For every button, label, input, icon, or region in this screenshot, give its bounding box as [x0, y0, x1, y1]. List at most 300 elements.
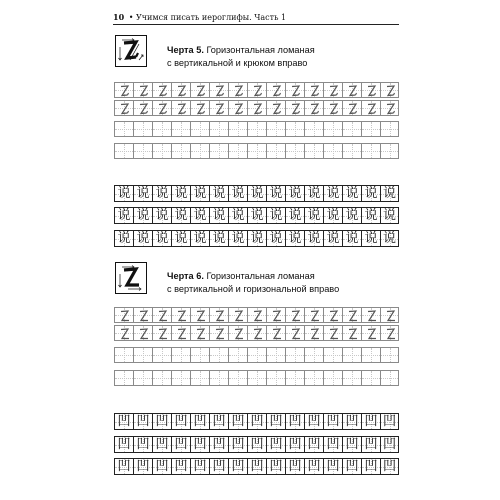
practice-cell[interactable]	[304, 347, 323, 363]
stroke-6-trace-glyph	[248, 308, 267, 324]
practice-character: 说	[136, 186, 150, 201]
stroke-5-trace-glyph	[305, 83, 324, 99]
stroke-5-title	[167, 44, 315, 70]
practice-character: 凹	[231, 459, 245, 474]
practice-cell[interactable]	[228, 347, 247, 363]
practice-character: 说	[364, 208, 378, 223]
practice-character: 说	[326, 208, 340, 223]
char-cell	[171, 413, 190, 430]
practice-character: 凹	[117, 459, 131, 474]
stroke-5-practice-row-2[interactable]	[114, 143, 399, 159]
practice-cell[interactable]	[114, 143, 133, 159]
practice-character: 说	[174, 208, 188, 223]
char-cell	[380, 413, 399, 430]
char-cell	[247, 436, 266, 453]
char-cell	[228, 413, 247, 430]
char-cell	[114, 207, 133, 224]
practice-cell[interactable]	[228, 143, 247, 159]
char-cell	[133, 230, 152, 247]
char-cell	[304, 185, 323, 202]
practice-character: 凹	[174, 459, 188, 474]
stroke-5-trace-glyph	[248, 101, 267, 117]
char-cell	[247, 458, 266, 475]
stroke-5-trace-glyph	[229, 83, 248, 99]
trace-cell	[114, 100, 133, 116]
stroke-5-trace-glyph	[191, 101, 210, 117]
practice-character: 凹	[136, 437, 150, 452]
char-cell	[285, 458, 304, 475]
char-cell	[323, 436, 342, 453]
practice-character: 说	[382, 208, 396, 223]
char-cell	[247, 207, 266, 224]
practice-cell[interactable]	[152, 347, 171, 363]
practice-character: 凹	[307, 414, 321, 429]
trace-cell	[285, 307, 304, 323]
char-cell	[171, 458, 190, 475]
char-cell	[342, 185, 361, 202]
stroke-6-name-line1: Горизонтальная ломаная	[203, 271, 315, 281]
char-cell	[285, 230, 304, 247]
practice-character: 说	[345, 186, 359, 201]
practice-character: 凹	[326, 437, 340, 452]
stroke-6-practice-row-2[interactable]	[114, 370, 399, 386]
practice-cell[interactable]	[247, 347, 266, 363]
stroke-6-trace-row-2	[114, 325, 399, 341]
practice-cell[interactable]	[285, 347, 304, 363]
trace-cell	[190, 325, 209, 341]
trace-cell	[361, 307, 380, 323]
practice-cell[interactable]	[266, 143, 285, 159]
practice-character: 说	[307, 186, 321, 201]
trace-cell	[304, 325, 323, 341]
stroke-5-trace-glyph	[305, 101, 324, 117]
char-cell	[323, 413, 342, 430]
stroke-6-trace-glyph	[343, 326, 362, 342]
practice-character: 凹	[250, 414, 264, 429]
practice-cell[interactable]	[361, 143, 380, 159]
trace-cell	[114, 307, 133, 323]
practice-character: 凹	[269, 414, 283, 429]
stroke-6-trace-glyph	[324, 326, 343, 342]
stroke-5-trace-glyph	[172, 101, 191, 117]
char-cell	[228, 458, 247, 475]
char-cell	[114, 413, 133, 430]
char-cell	[380, 436, 399, 453]
trace-cell	[152, 100, 171, 116]
char-cell	[190, 230, 209, 247]
trace-cell	[171, 307, 190, 323]
stroke-6-trace-glyph	[343, 308, 362, 324]
trace-cell	[304, 100, 323, 116]
practice-character: 说	[288, 208, 302, 223]
stroke-5-trace-glyph	[324, 101, 343, 117]
char-cell	[209, 230, 228, 247]
practice-cell[interactable]	[133, 121, 152, 137]
practice-cell[interactable]	[171, 143, 190, 159]
char-cell	[304, 436, 323, 453]
practice-character: 凹	[155, 414, 169, 429]
practice-cell[interactable]	[323, 121, 342, 137]
char-cell	[228, 185, 247, 202]
practice-character: 凹	[345, 459, 359, 474]
practice-cell[interactable]	[361, 121, 380, 137]
trace-cell	[209, 325, 228, 341]
stroke-6-trace-glyph	[134, 326, 153, 342]
trace-cell	[152, 325, 171, 341]
practice-cell[interactable]	[380, 347, 399, 363]
trace-cell	[114, 82, 133, 98]
stroke-5-icon	[116, 36, 145, 65]
header-separator: •	[128, 13, 134, 22]
practice-character: 凹	[231, 437, 245, 452]
stroke-6-trace-glyph	[172, 308, 191, 324]
practice-cell[interactable]	[152, 370, 171, 386]
char-cell	[209, 207, 228, 224]
trace-cell	[114, 325, 133, 341]
char-cell	[152, 436, 171, 453]
trace-cell	[342, 100, 361, 116]
stroke-5-trace-row-2	[114, 100, 399, 116]
trace-cell	[323, 307, 342, 323]
practice-cell[interactable]	[342, 347, 361, 363]
practice-cell[interactable]	[171, 347, 190, 363]
practice-cell[interactable]	[247, 143, 266, 159]
practice-character: 凹	[326, 459, 340, 474]
char-cell	[342, 207, 361, 224]
char-cell	[361, 413, 380, 430]
stroke-5-trace-glyph	[229, 101, 248, 117]
practice-character: 说	[136, 208, 150, 223]
stroke-6-trace-glyph	[210, 326, 229, 342]
char-6-row-1	[114, 413, 399, 430]
practice-character: 说	[231, 186, 245, 201]
char-cell	[209, 458, 228, 475]
practice-character: 凹	[136, 414, 150, 429]
practice-cell[interactable]	[323, 370, 342, 386]
practice-cell[interactable]	[209, 370, 228, 386]
practice-character: 凹	[250, 437, 264, 452]
stroke-5-practice-row-1[interactable]	[114, 121, 399, 137]
practice-character: 说	[364, 186, 378, 201]
practice-cell[interactable]	[228, 370, 247, 386]
practice-cell[interactable]	[171, 370, 190, 386]
practice-cell[interactable]	[285, 370, 304, 386]
trace-cell	[133, 307, 152, 323]
practice-character: 说	[174, 231, 188, 246]
practice-cell[interactable]	[209, 143, 228, 159]
char-cell	[323, 185, 342, 202]
practice-character: 说	[212, 208, 226, 223]
practice-character: 说	[364, 231, 378, 246]
char-cell	[266, 207, 285, 224]
char-cell	[152, 207, 171, 224]
char-cell	[323, 458, 342, 475]
practice-character: 凹	[382, 414, 396, 429]
practice-cell[interactable]	[304, 370, 323, 386]
stroke-5-number: Черта 5.	[167, 45, 204, 55]
stroke-6-trace-glyph	[172, 326, 191, 342]
practice-character: 说	[382, 231, 396, 246]
practice-character: 凹	[193, 437, 207, 452]
stroke-5-trace-glyph	[286, 101, 305, 117]
practice-cell[interactable]	[266, 370, 285, 386]
practice-character: 说	[307, 208, 321, 223]
practice-character: 说	[117, 208, 131, 223]
practice-cell[interactable]	[380, 143, 399, 159]
page-header	[113, 12, 286, 22]
practice-cell[interactable]	[361, 347, 380, 363]
trace-cell	[228, 325, 247, 341]
practice-cell[interactable]	[361, 370, 380, 386]
char-cell	[228, 207, 247, 224]
char-cell	[342, 436, 361, 453]
trace-cell	[152, 307, 171, 323]
char-cell	[152, 185, 171, 202]
practice-cell[interactable]	[266, 347, 285, 363]
practice-character: 说	[288, 231, 302, 246]
trace-cell	[209, 307, 228, 323]
practice-cell[interactable]	[152, 121, 171, 137]
practice-cell[interactable]	[342, 121, 361, 137]
practice-character: 凹	[288, 459, 302, 474]
practice-character: 凹	[117, 414, 131, 429]
char-5-row-2	[114, 207, 399, 224]
trace-cell	[323, 100, 342, 116]
stroke-5-diagram	[115, 35, 147, 67]
practice-cell[interactable]	[247, 121, 266, 137]
char-cell	[247, 185, 266, 202]
practice-cell[interactable]	[380, 121, 399, 137]
stroke-6-trace-glyph	[191, 308, 210, 324]
stroke-5-trace-glyph	[324, 83, 343, 99]
stroke-5-trace-glyph	[381, 83, 400, 99]
trace-cell	[361, 325, 380, 341]
practice-cell[interactable]	[304, 121, 323, 137]
practice-cell[interactable]	[133, 143, 152, 159]
trace-cell	[380, 100, 399, 116]
char-cell	[247, 230, 266, 247]
practice-character: 凹	[326, 414, 340, 429]
trace-cell	[247, 82, 266, 98]
practice-character: 说	[345, 208, 359, 223]
char-cell	[133, 458, 152, 475]
stroke-5-trace-glyph	[343, 101, 362, 117]
practice-cell[interactable]	[285, 121, 304, 137]
practice-character: 说	[193, 208, 207, 223]
stroke-6-trace-glyph	[248, 326, 267, 342]
practice-cell[interactable]	[133, 347, 152, 363]
char-cell	[266, 436, 285, 453]
char-cell	[380, 458, 399, 475]
char-cell	[171, 185, 190, 202]
stroke-5-trace-glyph	[134, 101, 153, 117]
practice-character: 说	[136, 231, 150, 246]
practice-character: 说	[117, 231, 131, 246]
practice-character: 凹	[269, 437, 283, 452]
stroke-5-trace-glyph	[210, 101, 229, 117]
char-cell	[285, 436, 304, 453]
char-cell	[266, 185, 285, 202]
practice-character: 凹	[288, 437, 302, 452]
practice-character: 凹	[364, 437, 378, 452]
char-cell	[361, 436, 380, 453]
practice-cell[interactable]	[342, 370, 361, 386]
trace-cell	[209, 100, 228, 116]
stroke-6-practice-row-1[interactable]	[114, 347, 399, 363]
practice-character: 凹	[155, 437, 169, 452]
char-cell	[285, 413, 304, 430]
char-cell	[133, 413, 152, 430]
char-cell	[304, 458, 323, 475]
practice-cell[interactable]	[247, 370, 266, 386]
char-cell	[342, 413, 361, 430]
practice-cell[interactable]	[114, 347, 133, 363]
practice-character: 说	[250, 231, 264, 246]
stroke-6-trace-glyph	[381, 308, 400, 324]
stroke-6-trace-glyph	[362, 308, 381, 324]
practice-character: 凹	[250, 459, 264, 474]
char-cell	[228, 230, 247, 247]
practice-cell[interactable]	[190, 370, 209, 386]
practice-character: 说	[307, 231, 321, 246]
char-cell	[171, 207, 190, 224]
practice-character: 凹	[193, 414, 207, 429]
char-cell	[380, 230, 399, 247]
trace-cell	[133, 325, 152, 341]
practice-character: 凹	[212, 437, 226, 452]
stroke-6-diagram	[115, 262, 147, 294]
char-cell	[285, 207, 304, 224]
stroke-6-trace-glyph	[362, 326, 381, 342]
trace-cell	[266, 307, 285, 323]
trace-cell	[152, 82, 171, 98]
stroke-5-trace-glyph	[153, 101, 172, 117]
practice-character: 说	[212, 231, 226, 246]
char-cell	[114, 185, 133, 202]
practice-cell[interactable]	[190, 347, 209, 363]
char-5-row-3	[114, 230, 399, 247]
char-cell	[190, 413, 209, 430]
trace-cell	[342, 325, 361, 341]
practice-cell[interactable]	[285, 143, 304, 159]
stroke-6-trace-row-1	[114, 307, 399, 323]
stroke-5-trace-glyph	[343, 83, 362, 99]
trace-cell	[285, 100, 304, 116]
stroke-6-trace-glyph	[324, 308, 343, 324]
stroke-5-trace-glyph	[248, 83, 267, 99]
practice-character: 凹	[117, 437, 131, 452]
practice-cell[interactable]	[190, 121, 209, 137]
stroke-6-trace-glyph	[267, 308, 286, 324]
practice-cell[interactable]	[190, 143, 209, 159]
practice-character: 说	[269, 186, 283, 201]
practice-character: 凹	[364, 414, 378, 429]
char-cell	[361, 230, 380, 247]
practice-cell[interactable]	[114, 121, 133, 137]
practice-cell[interactable]	[152, 143, 171, 159]
practice-character: 说	[269, 208, 283, 223]
stroke-5-name-line1: Горизонтальная ломаная	[203, 45, 315, 55]
practice-character: 凹	[345, 437, 359, 452]
practice-cell[interactable]	[266, 121, 285, 137]
practice-cell[interactable]	[209, 347, 228, 363]
practice-cell[interactable]	[171, 121, 190, 137]
trace-cell	[361, 100, 380, 116]
trace-cell	[380, 307, 399, 323]
char-cell	[190, 458, 209, 475]
stroke-6-trace-glyph	[134, 308, 153, 324]
practice-character: 凹	[155, 459, 169, 474]
trace-cell	[247, 325, 266, 341]
stroke-6-title	[167, 270, 339, 296]
practice-character: 凹	[345, 414, 359, 429]
stroke-6-trace-glyph	[115, 308, 134, 324]
practice-character: 凹	[174, 437, 188, 452]
practice-cell[interactable]	[304, 143, 323, 159]
practice-character: 说	[174, 186, 188, 201]
trace-cell	[228, 82, 247, 98]
practice-cell[interactable]	[323, 347, 342, 363]
practice-character: 说	[193, 186, 207, 201]
practice-character: 说	[382, 186, 396, 201]
practice-character: 说	[117, 186, 131, 201]
stroke-6-trace-glyph	[115, 326, 134, 342]
trace-cell	[323, 82, 342, 98]
stroke-6-trace-glyph	[305, 326, 324, 342]
practice-character: 说	[155, 231, 169, 246]
char-6-row-3	[114, 458, 399, 475]
practice-cell[interactable]	[380, 370, 399, 386]
char-cell	[266, 413, 285, 430]
char-cell	[342, 230, 361, 247]
char-cell	[209, 413, 228, 430]
trace-cell	[133, 82, 152, 98]
practice-character: 说	[269, 231, 283, 246]
practice-character: 说	[326, 186, 340, 201]
trace-cell	[285, 82, 304, 98]
char-5-row-1	[114, 185, 399, 202]
practice-character: 凹	[307, 459, 321, 474]
practice-character: 凹	[364, 459, 378, 474]
practice-cell[interactable]	[228, 121, 247, 137]
char-cell	[247, 413, 266, 430]
practice-character: 说	[231, 231, 245, 246]
practice-character: 凹	[136, 459, 150, 474]
practice-cell[interactable]	[209, 121, 228, 137]
stroke-5-name-line2: с вертикальной и крюком вправо	[167, 58, 308, 68]
stroke-6-trace-glyph	[210, 308, 229, 324]
trace-cell	[190, 100, 209, 116]
trace-cell	[304, 82, 323, 98]
char-cell	[304, 207, 323, 224]
stroke-6-trace-glyph	[286, 326, 305, 342]
practice-character: 说	[231, 208, 245, 223]
stroke-6-trace-glyph	[229, 308, 248, 324]
practice-cell[interactable]	[114, 370, 133, 386]
trace-cell	[171, 100, 190, 116]
char-cell	[152, 230, 171, 247]
practice-cell[interactable]	[323, 143, 342, 159]
char-cell	[190, 185, 209, 202]
practice-cell[interactable]	[133, 370, 152, 386]
trace-cell	[342, 307, 361, 323]
char-cell	[114, 230, 133, 247]
practice-cell[interactable]	[342, 143, 361, 159]
trace-cell	[342, 82, 361, 98]
char-6-row-2	[114, 436, 399, 453]
trace-cell	[190, 307, 209, 323]
stroke-5-trace-glyph	[191, 83, 210, 99]
